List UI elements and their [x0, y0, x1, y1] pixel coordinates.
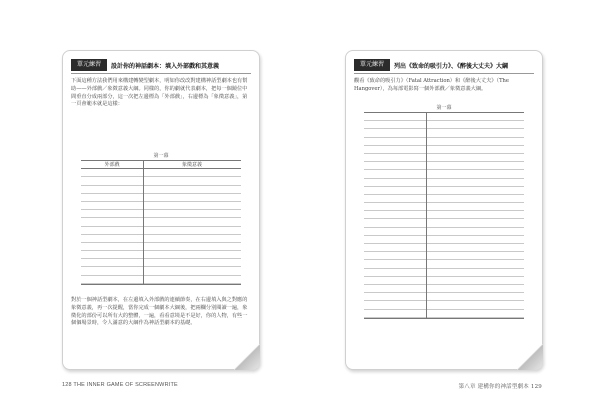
- unit-badge: 單元練習: [354, 59, 390, 71]
- table-row: [81, 202, 241, 210]
- table-caption: 第一幕: [436, 105, 452, 111]
- table-row: [81, 169, 241, 177]
- table-row: [81, 235, 241, 243]
- header-rule: [71, 73, 251, 74]
- outline-table: [81, 153, 241, 285]
- table-row: [364, 236, 524, 244]
- table-row: [364, 260, 524, 268]
- table-row: [81, 227, 241, 235]
- left-page-header: [71, 59, 219, 71]
- column-divider: [426, 113, 427, 318]
- table-row: [81, 259, 241, 267]
- left-page-footer: 128 THE INNER GAME OF SCREENWRITE: [62, 382, 178, 388]
- table-row: [364, 203, 524, 211]
- column-header-symbolic: 象徵意義: [181, 162, 202, 168]
- table-row: [364, 146, 524, 154]
- table-row: [364, 293, 524, 301]
- table-row: [364, 228, 524, 236]
- table-row: [81, 186, 241, 194]
- page-curl: [517, 344, 543, 370]
- table-row: [364, 138, 524, 146]
- table-row: [364, 179, 524, 187]
- table-row: [81, 267, 241, 275]
- outline-grid: [364, 112, 524, 319]
- header-rule: [354, 73, 534, 74]
- table-caption: 第一幕: [153, 153, 169, 159]
- table-row: [364, 162, 524, 170]
- table-row: [81, 194, 241, 202]
- table-row: [364, 154, 524, 162]
- table-row: [364, 277, 524, 285]
- table-row: [364, 310, 524, 318]
- intro-paragraph: 下面這種方法我們用來構建轉變型劇本，明如你改改對建構神話型劇本也有幫助——外部戲／象徵意義大綱。同樣的，你的劇就代表劇本，把每一個鏡位中間垂直分成兩部分，這一次把左邊標為「外部戲」，右邊標為「象徵意義」，第一頁會範本就是這樣：: [71, 78, 248, 108]
- table-row: [364, 129, 524, 137]
- table-row: [364, 187, 524, 195]
- right-page: [345, 50, 543, 370]
- table-row: [364, 211, 524, 219]
- table-row: [81, 251, 241, 259]
- column-divider: [143, 161, 144, 284]
- column-header-external: 外部戲: [104, 162, 120, 168]
- page-curl: [234, 344, 260, 370]
- outline-grid: [81, 160, 241, 285]
- table-row: [364, 244, 524, 252]
- unit-badge: 單元練習: [71, 59, 107, 71]
- outline-table: [364, 105, 524, 319]
- table-row: [364, 121, 524, 129]
- table-row: [364, 113, 524, 121]
- table-row: [364, 301, 524, 309]
- table-row: [81, 218, 241, 226]
- table-row: [364, 252, 524, 260]
- exercise-title: 列出《致命的吸引力》、《醉後大丈夫》大綱: [394, 62, 509, 70]
- right-page-header: [354, 59, 508, 71]
- left-page: [62, 50, 260, 370]
- table-row: [364, 269, 524, 277]
- right-page-footer: 第八章 建構你的神話型劇本 129: [458, 384, 542, 390]
- table-row: [81, 243, 241, 251]
- table-row: [81, 276, 241, 284]
- table-row: [364, 285, 524, 293]
- intro-paragraph: 觀看《致命的吸引力》（Fatal Attraction）和《醉後大丈夫》（The Hangover），為每部電影寫一個外部戲／象徵意義大綱。: [354, 78, 509, 92]
- exercise-title: 設計你的神話劇本：填入外部戲和其意義: [111, 62, 220, 70]
- table-row: [81, 210, 241, 218]
- table-row: [364, 195, 524, 203]
- outro-paragraph: 對於一個神話型劇本，在左邊填入外部戲的連續節奏，在右邊填入與之對應的象徵意義，再一次提醒，當你完成一個劇本大綱後，把兩欄分別閱讀一遍，象徵化的部份可以所有大的整體，一遍，看看意境是不是好，你的人物，有些一個個場景時，令人滿意的大綱作為神話型劇本的基礎。: [71, 297, 248, 327]
- table-row: [81, 177, 241, 185]
- table-row: [364, 170, 524, 178]
- table-row: [364, 219, 524, 227]
